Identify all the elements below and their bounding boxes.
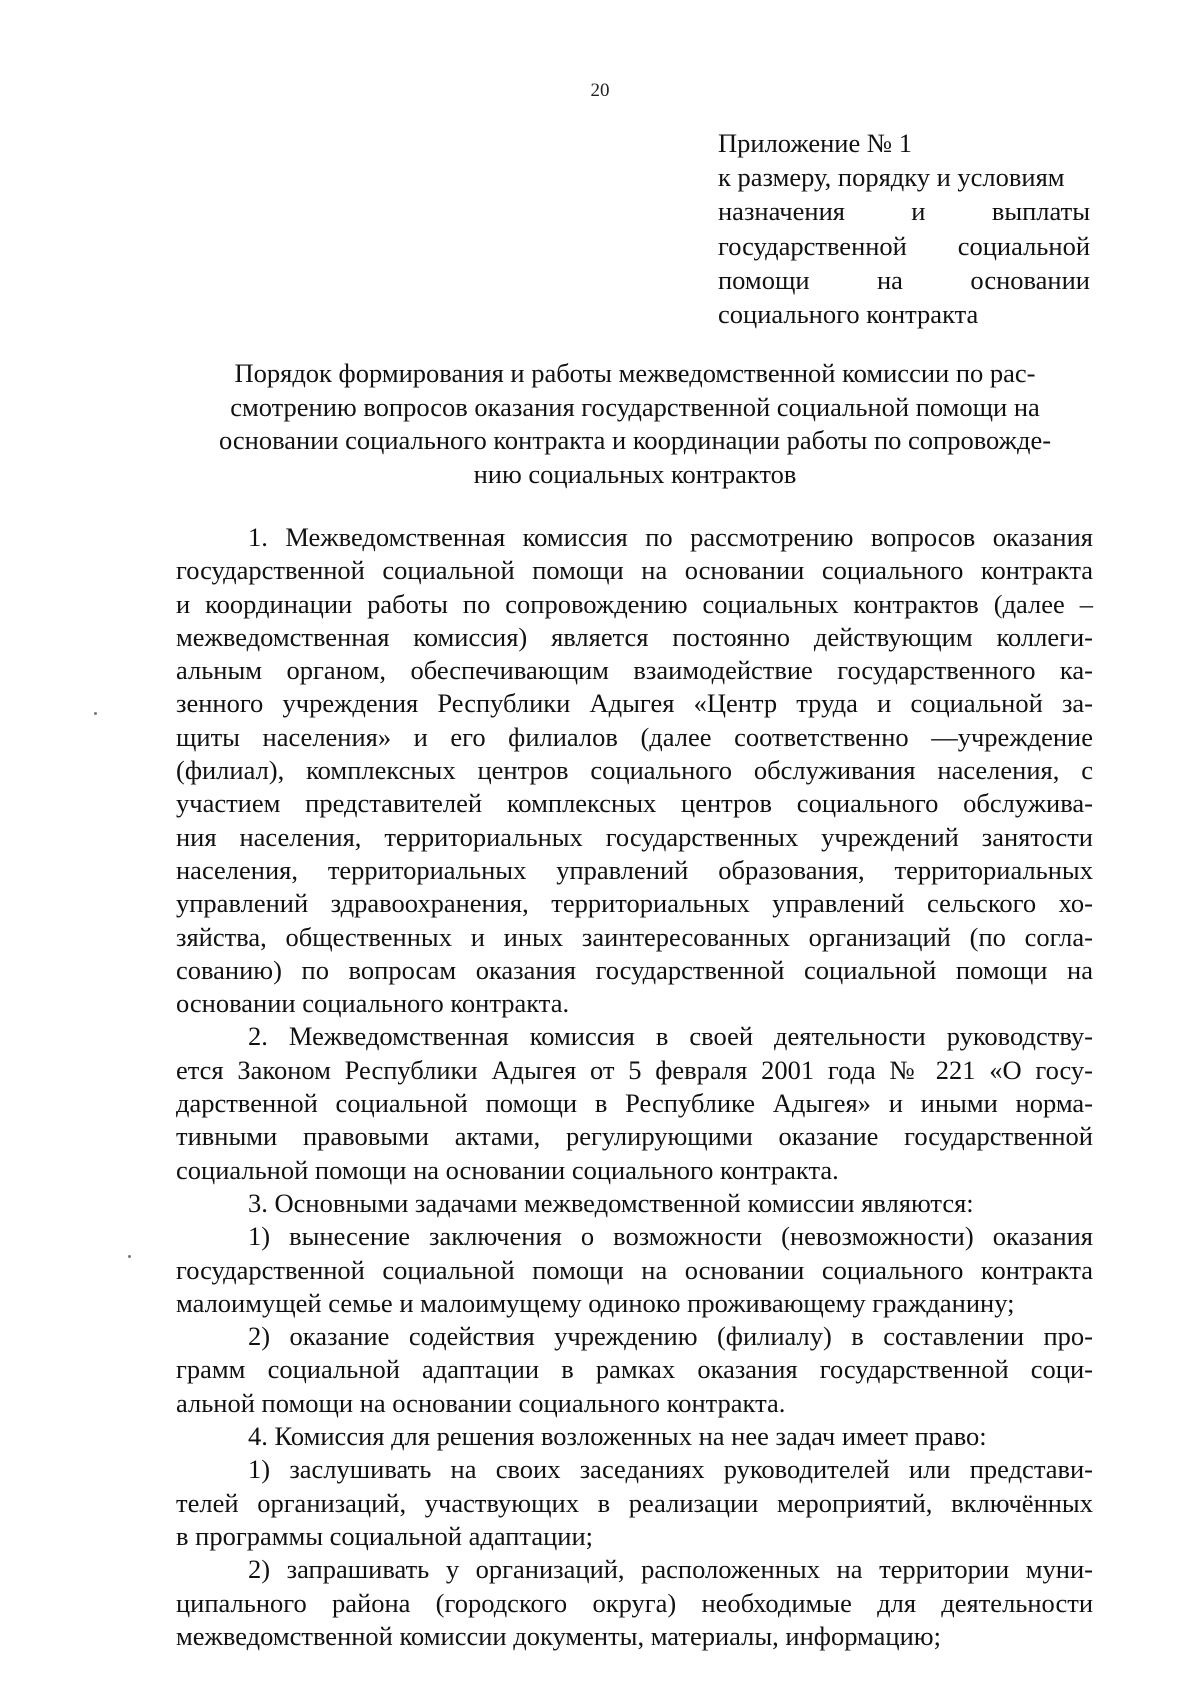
- body-line: ципального района (городского округа) необходимые для деятельности: [176, 1587, 1093, 1618]
- appendix-word: помощи: [718, 264, 810, 295]
- body-line: государственной социальной помощи на основании социального контракта: [176, 1254, 1093, 1285]
- body-line: ния населения, территориальных государственных учреждений занятости: [176, 821, 1093, 852]
- title-line: смотрению вопросов оказания государственной социальной помощи на: [230, 391, 1040, 422]
- body-line: в программы социальной адаптации;: [176, 1520, 593, 1551]
- body-line: 2) оказание содействия учреждению (филиалу) в составлении про-: [248, 1321, 1093, 1352]
- appendix-line: [718, 194, 1090, 228]
- body-line: 4. Комиссия для решения возложенных на нее задач имеет право:: [248, 1421, 987, 1452]
- body-line: межведомственная комиссия) является постоянно действующим коллеги-: [176, 621, 1093, 652]
- appendix-word: назначения: [718, 196, 845, 227]
- appendix-line: к размеру, порядку и условиям: [718, 162, 1065, 193]
- appendix-word: на: [877, 264, 903, 295]
- body-line: 3. Основными задачами межведомственной комиссии являются:: [248, 1187, 974, 1218]
- title-line: основании социального контракта и координации работы по сопровожде-: [218, 425, 1052, 455]
- body-line: 2. Межведомственная комиссия в своей деятельности руководству-: [248, 1021, 1093, 1052]
- appendix-word: выплаты: [991, 196, 1090, 227]
- appendix-line: социального контракта: [718, 299, 979, 330]
- body-line: населения, территориальных управлений образования, территориальных: [176, 854, 1093, 885]
- appendix-word: социальной: [957, 230, 1090, 261]
- body-line: альной помощи на основании социального контракта.: [176, 1387, 786, 1418]
- body-line: тивными правовыми актами, регулирующими оказание государственной: [176, 1121, 1093, 1152]
- body-line: дарственной социальной помощи в Республике Адыгея» и иными норма-: [176, 1088, 1093, 1119]
- body-line: малоимущей семье и малоимущему одиноко проживающему гражданину;: [176, 1287, 1015, 1318]
- page-number: 20: [590, 80, 610, 101]
- body-line: управлений здравоохранения, территориальных управлений сельского хо-: [176, 888, 1093, 919]
- scan-speck: [94, 712, 97, 715]
- body-line: 1) заслушивать на своих заседаниях руководителей или представи-: [248, 1454, 1093, 1485]
- body-line: государственной социальной помощи на основании социального контракта: [176, 555, 1093, 586]
- body-line: основании социального контракта.: [176, 988, 570, 1019]
- appendix-word: и: [911, 196, 926, 227]
- appendix-word: основании: [970, 264, 1090, 295]
- document-body: [176, 521, 1093, 1653]
- body-line: зяйства, общественных и иных заинтересованных организаций (по согла-: [176, 921, 1093, 952]
- body-line: щиты населения» и его филиалов (далее соответственно —учреждение: [176, 721, 1093, 752]
- body-line: грамм социальной адаптации в рамках оказания государственной соци-: [176, 1354, 1093, 1385]
- appendix-line: [718, 263, 1090, 297]
- body-line: межведомственной комиссии документы, материалы, информацию;: [176, 1620, 941, 1651]
- appendix-line: [718, 229, 1090, 263]
- body-line: участием представителей комплексных центров социального обслужива-: [176, 788, 1093, 819]
- body-line: (филиал), комплексных центров социального обслуживания населения, с: [176, 755, 1093, 786]
- document-title: [175, 357, 1095, 491]
- body-line: социальной помощи на основании социального контракта.: [176, 1154, 839, 1185]
- body-line: 1. Межведомственная комиссия по рассмотрению вопросов оказания: [248, 522, 1093, 552]
- body-line: сованию) по вопросам оказания государственной социальной помощи на: [176, 954, 1093, 985]
- body-line: альным органом, обеспечивающим взаимодействие государственного ка-: [176, 655, 1093, 686]
- body-line: и координации работы по сопровождению социальных контрактов (далее –: [176, 588, 1093, 619]
- body-line: ется Законом Республики Адыгея от 5 февраля 2001 года № 221 «О госу-: [176, 1054, 1093, 1085]
- scan-speck: [128, 1255, 131, 1258]
- title-line: нию социальных контрактов: [473, 458, 797, 489]
- body-line: 1) вынесение заключения о возможности (невозможности) оказания: [248, 1221, 1093, 1252]
- appendix-word: государственной: [718, 230, 907, 261]
- appendix-heading: Приложение № 1: [718, 128, 913, 158]
- title-line: Порядок формирования и работы межведомственной комиссии по рас-: [234, 358, 1036, 388]
- body-line: 2) запрашивать у организаций, расположенных на территории муни-: [248, 1554, 1093, 1585]
- body-line: телей организаций, участвующих в реализации мероприятий, включённых: [176, 1487, 1093, 1518]
- appendix-reference-block: [718, 126, 1090, 331]
- body-line: зенного учреждения Республики Адыгея «Центр труда и социальной за-: [176, 688, 1093, 719]
